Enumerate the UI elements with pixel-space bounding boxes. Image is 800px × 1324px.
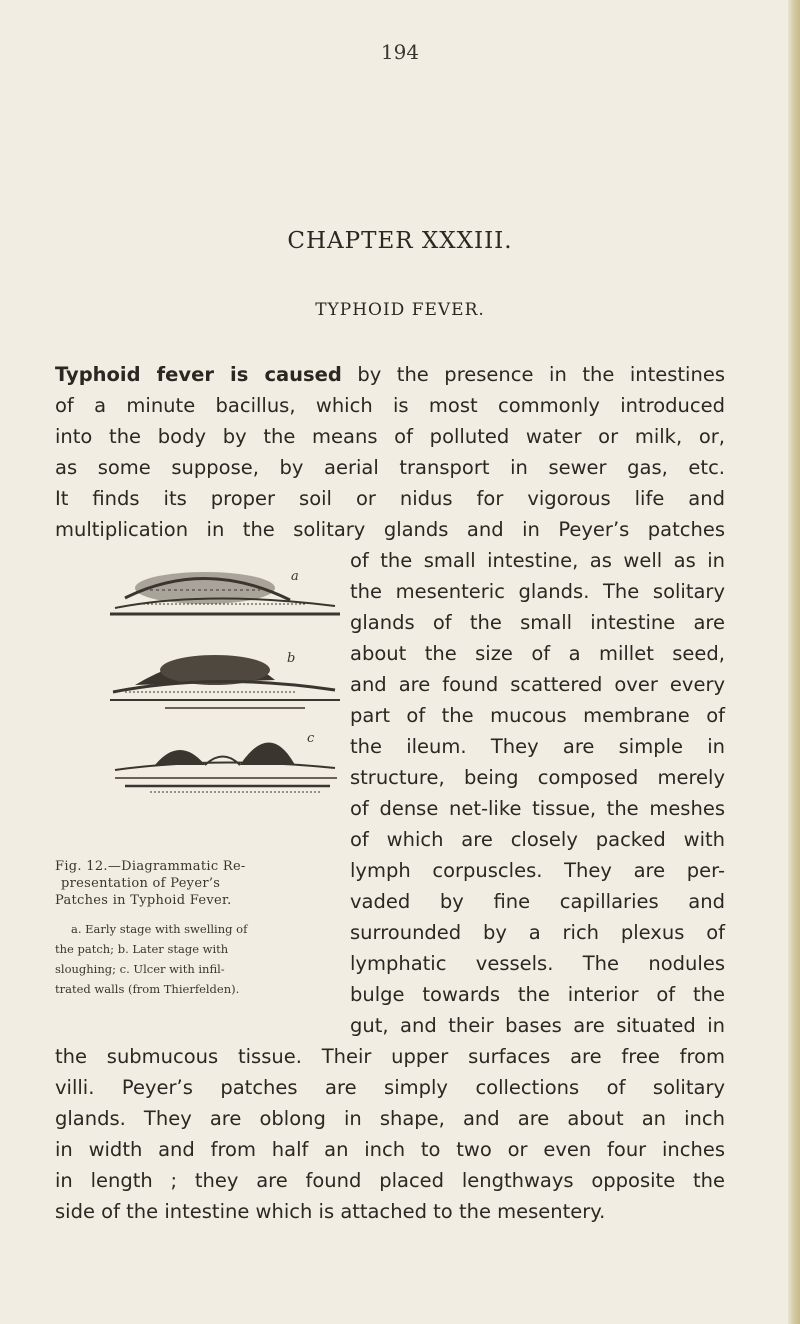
page-number: 194 (380, 40, 420, 64)
body-line-8: the mesenteric glands. The solitary (350, 580, 725, 603)
body-line-3: into the body by the means of polluted water or milk, or, (55, 425, 725, 448)
body-line-7: of the small intestine, as well as in (350, 549, 725, 572)
lead-bold-text: Typhoid fever is caused (55, 363, 342, 386)
caption-body-line-4: trated walls (from Thierfelden). (55, 982, 240, 996)
body-line-1 (55, 362, 725, 388)
chapter-title: CHAPTER XXXIII. (287, 228, 513, 254)
peyers-patches-figure (55, 560, 345, 800)
body-line-4: as some suppose, by aerial transport in sewer gas, etc. (55, 456, 725, 479)
body-line-27: in length ; they are found placed lengthways opposite the (55, 1169, 725, 1192)
body-line-11: and are found scattered over every (350, 673, 725, 696)
stage-a-illustration (110, 572, 340, 614)
caption-title-line-1: Fig. 12.—Diagrammatic Re- (55, 859, 246, 874)
body-line-14: structure, being composed merely (350, 766, 725, 789)
body-line-16: of which are closely packed with (350, 828, 725, 851)
body-line-18: vaded by fine capillaries and (350, 890, 725, 913)
body-line-19: surrounded by a rich plexus of (350, 921, 725, 944)
section-title: TYPHOID FEVER. (315, 300, 485, 320)
body-line-21: bulge towards the interior of the (350, 983, 725, 1006)
body-line-13: the ileum. They are simple in (350, 735, 725, 758)
body-line-17: lymph corpuscles. They are per- (350, 859, 725, 882)
body-line-24: villi. Peyer’s patches are simply collections of solitary (55, 1076, 725, 1099)
stage-c-illustration (115, 743, 337, 793)
body-line-text: by the presence in the intestines (341, 363, 725, 386)
fig-label-c: c (307, 731, 315, 746)
body-line-15: of dense net-like tissue, the meshes (350, 797, 725, 820)
body-line-9: glands of the small intestine are (350, 611, 725, 634)
fig-label-a: a (291, 569, 299, 584)
page-edge (788, 0, 800, 1324)
body-line-2: of a minute bacillus, which is most commonly introduced (55, 394, 725, 417)
caption-body-line-3: sloughing; c. Ulcer with infil- (55, 962, 225, 976)
body-line-23: the submucous tissue. Their upper surfaces are free from (55, 1045, 725, 1068)
body-line-6: multiplication in the solitary glands and in Peyer’s patches (55, 518, 725, 541)
body-line-22: gut, and their bases are situated in (350, 1014, 725, 1037)
stage-b-illustration (110, 655, 340, 708)
body-line-25: glands. They are oblong in shape, and are about an inch (55, 1107, 725, 1130)
caption-body-line-1: a. Early stage with swelling of (71, 922, 248, 936)
body-line-10: about the size of a millet seed, (350, 642, 725, 665)
caption-title-line-2: presentation of Peyer’s (61, 876, 221, 891)
caption-body-line-2: the patch; b. Later stage with (55, 942, 229, 956)
caption-title-line-3: Patches in Typhoid Fever. (55, 893, 232, 908)
body-line-20: lymphatic vessels. The nodules (350, 952, 725, 975)
body-line-26: in width and from half an inch to two or even four inches (55, 1138, 725, 1161)
body-line-5: It finds its proper soil or nidus for vigorous life and (55, 487, 725, 510)
body-line-28: side of the intestine which is attached to the mesentery. (55, 1200, 606, 1223)
fig-label-b: b (287, 651, 296, 666)
body-line-12: part of the mucous membrane of (350, 704, 725, 727)
